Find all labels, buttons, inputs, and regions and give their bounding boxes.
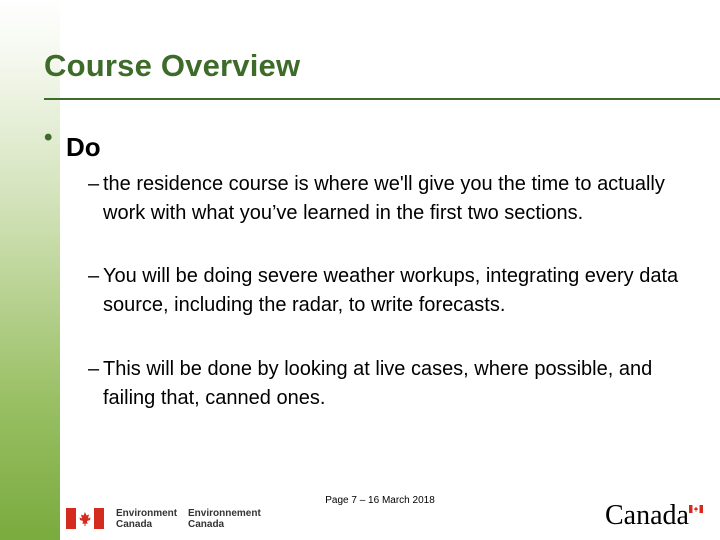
logo-line: Environnement	[188, 508, 261, 519]
canada-flag-icon	[66, 508, 104, 529]
dash-marker: –	[88, 265, 100, 287]
dash-marker: –	[88, 358, 100, 380]
sub-point-3	[88, 355, 688, 413]
bullet-dot-icon: •	[44, 124, 53, 151]
sub-point-text: the residence course is where we'll give you the time to actually work with what you’ve learned in the first two sections.	[103, 173, 665, 224]
title-underline	[44, 98, 720, 100]
logo-line: Canada	[116, 519, 153, 530]
sub-point-2	[88, 262, 688, 320]
slide-title: Course Overview	[44, 48, 301, 83]
sub-point-1	[88, 170, 688, 228]
wordmark-flag-icon	[689, 505, 703, 513]
page-info: Page 7 – 16 March 2018	[325, 495, 435, 506]
bullet-label: Do	[66, 132, 101, 162]
sub-point-text: This will be done by looking at live cases, where possible, and failing that, canned ones.	[103, 358, 653, 409]
logo-line: Canada	[188, 519, 225, 530]
canada-wordmark: Canada	[605, 500, 689, 531]
logo-line: Environment	[116, 508, 178, 519]
logo-text-french	[188, 508, 261, 530]
logo-text-english	[116, 508, 177, 530]
sub-point-text: You will be doing severe weather workups, integrating every data source, including the radar, to write forecasts.	[103, 265, 679, 316]
dash-marker: –	[88, 173, 100, 195]
